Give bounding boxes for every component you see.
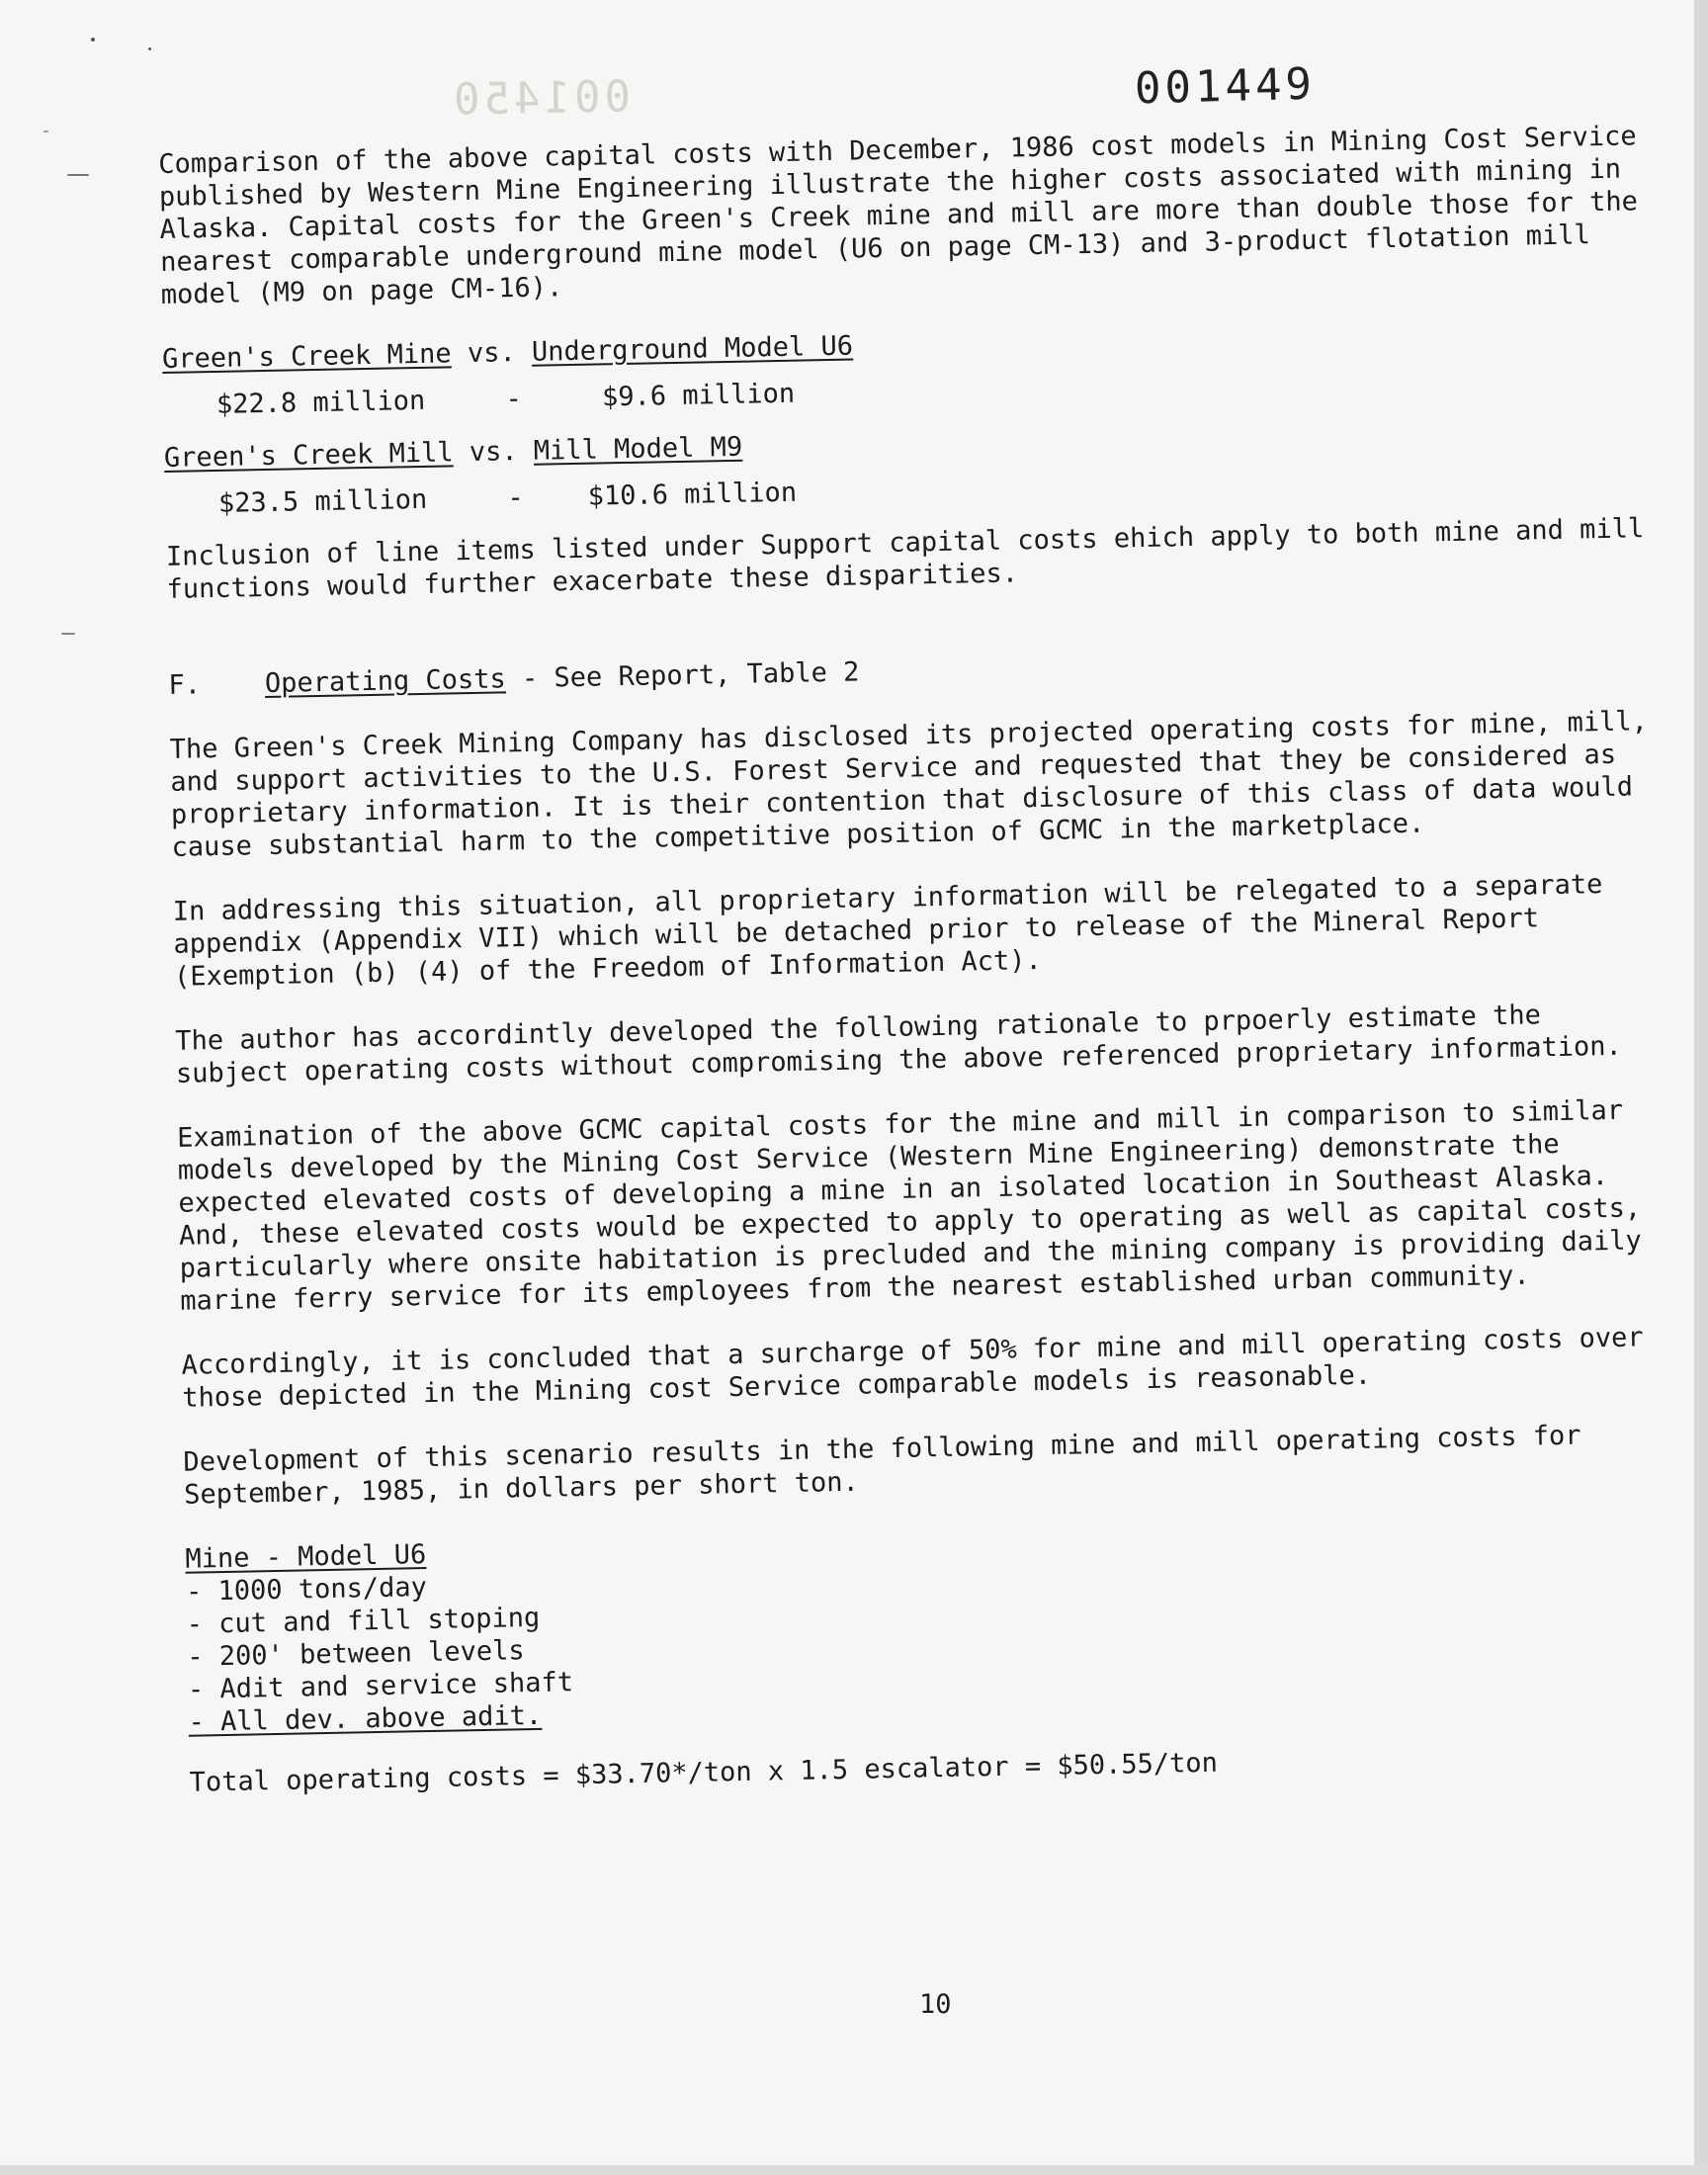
scan-edge-bottom [0,2165,1708,2175]
support-paragraph: Inclusion of line items listed under Support capital costs ehich apply to both mine and mill functions would further exacerbate these disparities. [165,512,1661,605]
scan-speck [91,38,95,42]
paragraph-disclosure: The Green's Creek Mining Company has disclosed its projected operating costs for mine, mill, and support activities to the U.S. Forest Service and requested that they be considered as proprietary information. It is their contention that disclosure of this class of data would cause substantial harm to the competitive position of GCMC in the marketplace. [169,705,1665,863]
scan-edge-right [1694,0,1708,2175]
list-item: - 1000 tons/day [185,1572,428,1608]
stamp-number: 001449 [1134,58,1317,115]
paragraph-surcharge: Accordingly, it is concluded that a surcharge of 50% for mine and mill operating costs over those depicted in the Mining cost Service comparable models is reasonable. [181,1322,1661,1414]
model-m9-cost-value: $10.6 million [587,477,798,512]
mill-model-label: Mill Model M9 [533,431,743,467]
underground-model-label: Underground Model U6 [531,330,854,368]
page-number: 10 [919,1989,952,2020]
list-item-underlined: - All dev. above adit. [188,1699,543,1738]
list-item: - Adit and service shaft [187,1667,574,1705]
section-title: Operating Costs [264,663,507,700]
intro-paragraph: Comparison of the above capital costs with December, 1986 cost models in Mining Cost Service published by Western Mine Engineering illustrate the higher costs associated with mining in Alaska. Capital costs for the Green's Creek mine and mill are more than double those for the nearest comparable underground mine model (U6 on page CM-13) and 3-product flotation mill model (M9 on page CM-16). [158,120,1655,310]
paragraph-rationale: The author has accordintly developed the following rationale to prpoerly estimate the subject operating costs without compromising the above referenced proprietary information. [175,999,1622,1089]
document-body [158,120,1672,1798]
greens-creek-mill-label: Green's Creek Mill [163,437,454,474]
section-suffix: - See Report, Table 2 [505,656,860,695]
mine-model-list [186,1547,1671,1739]
mine-model-block [185,1515,1671,1739]
vs-label: vs. [467,337,516,370]
dash: - [507,481,525,514]
dash: - [505,383,523,415]
model-u6-cost-value: $9.6 million [601,378,796,413]
paragraph-scenario: Development of this scenario results in the following mine and mill operating costs for September, 1985, in dollars per short ton. [183,1420,1598,1511]
paragraph-appendix: In addressing this situation, all proprietary information will be relegated to a separate appendix (Appendix VII) which will be detached prior to release of the Mineral Report (Exemption (b) (4) of the Freedom of Information Act). [172,868,1619,993]
scan-mark [67,174,89,176]
paragraph-examination: Examination of the above GCMC capital costs for the mine and mill in comparison to similar models developed by the Mining Cost Service (Western Mine Engineering) demonstrate the expected elevated costs of developing a mine in an isolated location in Southeast Alaska. And, these elevated costs would be expected to apply to operating as well as capital costs, particularly where onsite habitation is precluded and the mining company is providing daily marine ferry service for its employees from the nearest established urban community. [176,1094,1659,1317]
total-operating-costs: Total operating costs = $33.70*/ton x 1.5 escalator = $50.55/ton [189,1747,1219,1798]
vs-label: vs. [469,436,518,469]
list-item: - 200' between levels [187,1635,525,1673]
scan-mark [43,130,48,132]
section-f-heading [168,641,1651,702]
mine-cost-value: $22.8 million [215,385,426,420]
section-letter: F. [168,669,202,701]
scan-mark [61,633,75,635]
mill-cost-value: $23.5 million [217,483,428,519]
ghost-stamp-number: 001450 [449,71,632,126]
list-item: - cut and fill stoping [186,1602,541,1640]
mine-model-heading: Mine - Model U6 [185,1539,427,1575]
scan-speck [148,47,151,50]
greens-creek-mine-label: Green's Creek Mine [161,338,452,375]
